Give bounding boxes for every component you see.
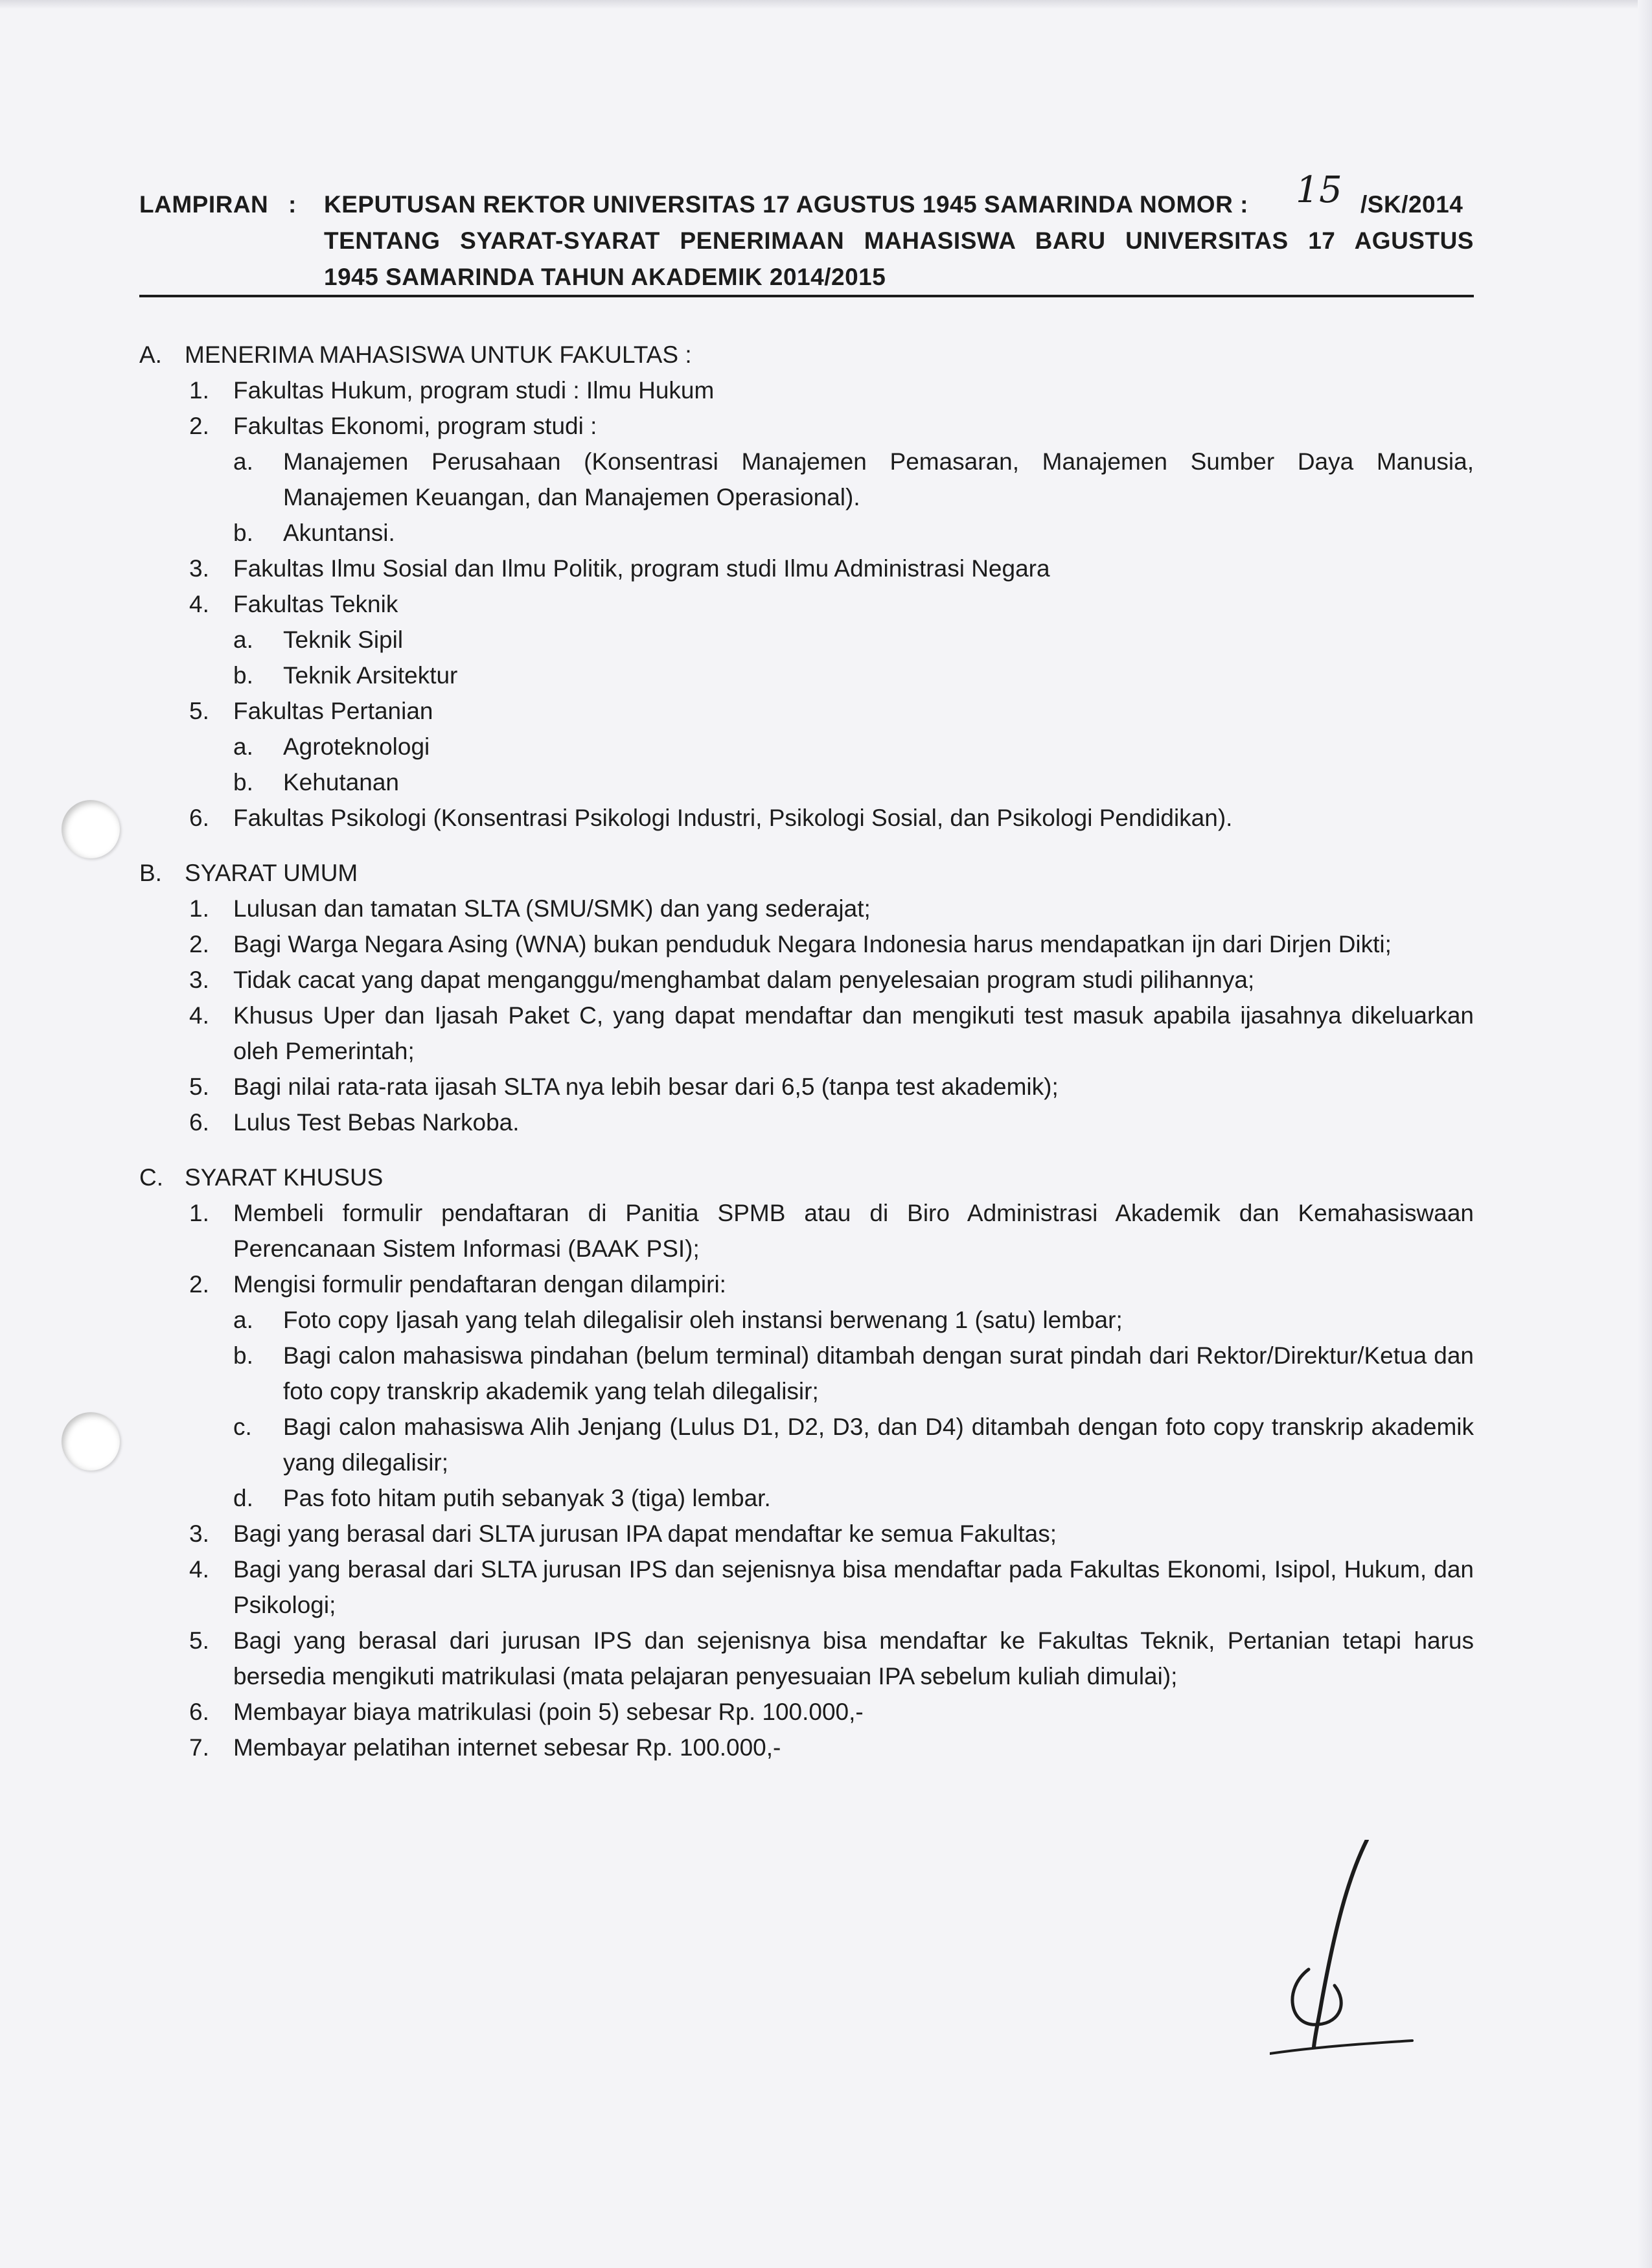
scan-edge-top	[0, 0, 1652, 9]
list-item-text: Lulus Test Bebas Narkoba.	[233, 1109, 520, 1136]
section-title: SYARAT UMUM	[185, 860, 358, 886]
handwritten-decree-number: 15	[1296, 169, 1343, 211]
list-item-text: Bagi yang berasal dari SLTA jurusan IPS dan sejenisnya bisa mendaftar pada Fakultas Ekonomi, Isipol, Hukum, dan Psikologi;	[233, 1556, 1474, 1618]
punch-hole-upper	[62, 800, 120, 858]
list-item-number: 7.	[189, 1734, 209, 1761]
sub-list-item-letter: d.	[233, 1485, 253, 1511]
list-item-number: 1.	[189, 1200, 209, 1226]
section-c	[139, 1160, 1474, 1765]
list-item-text: Bagi Warga Negara Asing (WNA) bukan penduduk Negara Indonesia harus mendapatkan ijn dari Dirjen Dikti;	[233, 931, 1392, 957]
section-a	[139, 337, 1474, 836]
list-item	[139, 1069, 1474, 1105]
list-item	[139, 1195, 1474, 1266]
header-rule	[139, 295, 1474, 297]
lampiran-label: LAMPIRAN	[139, 191, 269, 218]
list-item-text: Membayar pelatihan internet sebesar Rp. 100.000,-	[233, 1734, 781, 1761]
list-item-text: Fakultas Ekonomi, program studi :	[233, 413, 597, 439]
list-item	[139, 891, 1474, 926]
section-heading	[139, 337, 1474, 372]
list-item-text: Fakultas Hukum, program studi : Ilmu Hukum	[233, 377, 715, 404]
list-item-number: 3.	[189, 1520, 209, 1547]
sub-list-item-text: Agroteknologi	[283, 733, 430, 760]
sub-list-item-letter: a.	[233, 1307, 253, 1333]
list-item	[139, 998, 1474, 1069]
document-body	[139, 337, 1474, 1765]
list-item	[139, 408, 1474, 444]
list-item	[139, 1552, 1474, 1623]
section-title: SYARAT KHUSUS	[185, 1164, 384, 1191]
sub-list-item-text: Foto copy Ijasah yang telah dilegalisir oleh instansi berwenang 1 (satu) lembar;	[283, 1307, 1123, 1333]
sub-list-item-letter: a.	[233, 733, 253, 760]
sub-list-item	[139, 729, 1474, 764]
section-title: MENERIMA MAHASISWA UNTUK FAKULTAS :	[185, 341, 692, 368]
list-item-number: 2.	[189, 1271, 209, 1298]
list-item-text: Bagi nilai rata-rata ijasah SLTA nya lebih besar dari 6,5 (tanpa test akademik);	[233, 1073, 1059, 1100]
section-letter: B.	[139, 860, 162, 886]
list-item-text: Membayar biaya matrikulasi (poin 5) sebesar Rp. 100.000,-	[233, 1699, 864, 1725]
sub-list-item-letter: c.	[233, 1414, 252, 1440]
sub-list-item-text: Akuntansi.	[283, 520, 395, 546]
sub-list-item-text: Teknik Sipil	[283, 626, 404, 653]
sub-list-item	[139, 1338, 1474, 1409]
sub-list-item-letter: b.	[233, 769, 253, 796]
list-item-text: Fakultas Psikologi (Konsentrasi Psikologi Industri, Psikologi Sosial, dan Psikologi Pendidikan).	[233, 805, 1233, 831]
list-item	[139, 1730, 1474, 1765]
list-item	[139, 1694, 1474, 1730]
list-item	[139, 586, 1474, 622]
list-item	[139, 1516, 1474, 1552]
list-item	[139, 693, 1474, 729]
list-item-text: Fakultas Teknik	[233, 591, 398, 617]
header-line-1: KEPUTUSAN REKTOR UNIVERSITAS 17 AGUSTUS 1945 SAMARINDA NOMOR :	[324, 191, 1248, 218]
sub-list-item-text: Bagi calon mahasiswa pindahan (belum terminal) ditambah dengan surat pindah dari Rektor/Direktur/Ketua dan foto copy transkrip akademik yang telah dilegalisir;	[283, 1342, 1474, 1404]
list-item-text: Bagi yang berasal dari jurusan IPS dan sejenisnya bisa mendaftar ke Fakultas Teknik, Pertanian tetapi harus bersedia mengikuti matrikulasi (mata pelajaran penyesuaian IPA sebelum kuliah dimulai);	[233, 1627, 1474, 1690]
list-item-text: Bagi yang berasal dari SLTA jurusan IPA dapat mendaftar ke semua Fakultas;	[233, 1520, 1057, 1547]
sub-list-item	[139, 622, 1474, 658]
sub-list-item-letter: b.	[233, 1342, 253, 1369]
sub-list-item	[139, 515, 1474, 551]
list-item-text: Fakultas Pertanian	[233, 698, 433, 724]
list-item-number: 5.	[189, 1627, 209, 1654]
list-item-number: 4.	[189, 591, 209, 617]
lampiran-colon: :	[288, 191, 297, 218]
list-item-number: 1.	[189, 895, 209, 922]
list-item-number: 5.	[189, 698, 209, 724]
section-heading	[139, 855, 1474, 891]
list-item-number: 3.	[189, 555, 209, 582]
sub-list-item-text: Bagi calon mahasiswa Alih Jenjang (Lulus D1, D2, D3, dan D4) ditambah dengan foto copy transkrip akademik yang dilegalisir;	[283, 1414, 1474, 1476]
list-item-number: 4.	[189, 1002, 209, 1029]
punch-hole-lower	[62, 1412, 120, 1471]
scan-edge-right	[1638, 0, 1652, 2268]
list-item	[139, 1105, 1474, 1140]
header-line-3: 1945 SAMARINDA TAHUN AKADEMIK 2014/2015	[324, 264, 886, 290]
sub-list-item	[139, 1409, 1474, 1480]
list-item-number: 6.	[189, 805, 209, 831]
list-item	[139, 1623, 1474, 1694]
sub-list-item	[139, 764, 1474, 800]
list-item-number: 3.	[189, 967, 209, 993]
list-item-number: 1.	[189, 377, 209, 404]
sub-list-item-letter: a.	[233, 626, 253, 653]
sub-list-item	[139, 1302, 1474, 1338]
list-item	[139, 1266, 1474, 1302]
section-letter: A.	[139, 341, 162, 368]
list-item-text: Khusus Uper dan Ijasah Paket C, yang dapat mendaftar dan mengikuti test masuk apabila ijasahnya dikeluarkan oleh Pemerintah;	[233, 1002, 1474, 1064]
sub-list-item-text: Manajemen Perusahaan (Konsentrasi Manajemen Pemasaran, Manajemen Sumber Daya Manusia, Manajemen Keuangan, dan Manajemen Operasional).	[283, 448, 1474, 510]
list-item-text: Membeli formulir pendaftaran di Panitia SPMB atau di Biro Administrasi Akademik dan Kemahasiswaan Perencanaan Sistem Informasi (BAAK PSI);	[233, 1200, 1474, 1262]
sub-list-item-letter: b.	[233, 662, 253, 689]
signature	[1270, 1840, 1425, 2060]
sub-list-item	[139, 1480, 1474, 1516]
list-item-text: Lulusan dan tamatan SLTA (SMU/SMK) dan yang sederajat;	[233, 895, 871, 922]
list-item	[139, 551, 1474, 586]
sub-list-item-letter: b.	[233, 520, 253, 546]
list-item	[139, 800, 1474, 836]
sub-list-item-text: Pas foto hitam putih sebanyak 3 (tiga) lembar.	[283, 1485, 771, 1511]
list-item-number: 2.	[189, 413, 209, 439]
section-letter: C.	[139, 1164, 163, 1191]
section-heading	[139, 1160, 1474, 1195]
list-item	[139, 372, 1474, 408]
header-line-2: TENTANG SYARAT-SYARAT PENERIMAAN MAHASISWA BARU UNIVERSITAS 17 AGUSTUS	[324, 227, 1474, 254]
list-item-text: Fakultas Ilmu Sosial dan Ilmu Politik, program studi Ilmu Administrasi Negara	[233, 555, 1050, 582]
list-item-number: 6.	[189, 1109, 209, 1136]
decree-suffix: /SK/2014	[1360, 191, 1463, 218]
list-item-number: 2.	[189, 931, 209, 957]
list-item	[139, 926, 1474, 962]
list-item	[139, 962, 1474, 998]
sub-list-item	[139, 658, 1474, 693]
section-b	[139, 855, 1474, 1140]
list-item-number: 6.	[189, 1699, 209, 1725]
sub-list-item-text: Kehutanan	[283, 769, 400, 796]
sub-list-item-letter: a.	[233, 448, 253, 475]
list-item-number: 4.	[189, 1556, 209, 1583]
list-item-number: 5.	[189, 1073, 209, 1100]
sub-list-item	[139, 444, 1474, 515]
list-item-text: Mengisi formulir pendaftaran dengan dilampiri:	[233, 1271, 726, 1298]
sub-list-item-text: Teknik Arsitektur	[283, 662, 458, 689]
list-item-text: Tidak cacat yang dapat menganggu/menghambat dalam penyelesaian program studi pilihannya;	[233, 967, 1255, 993]
